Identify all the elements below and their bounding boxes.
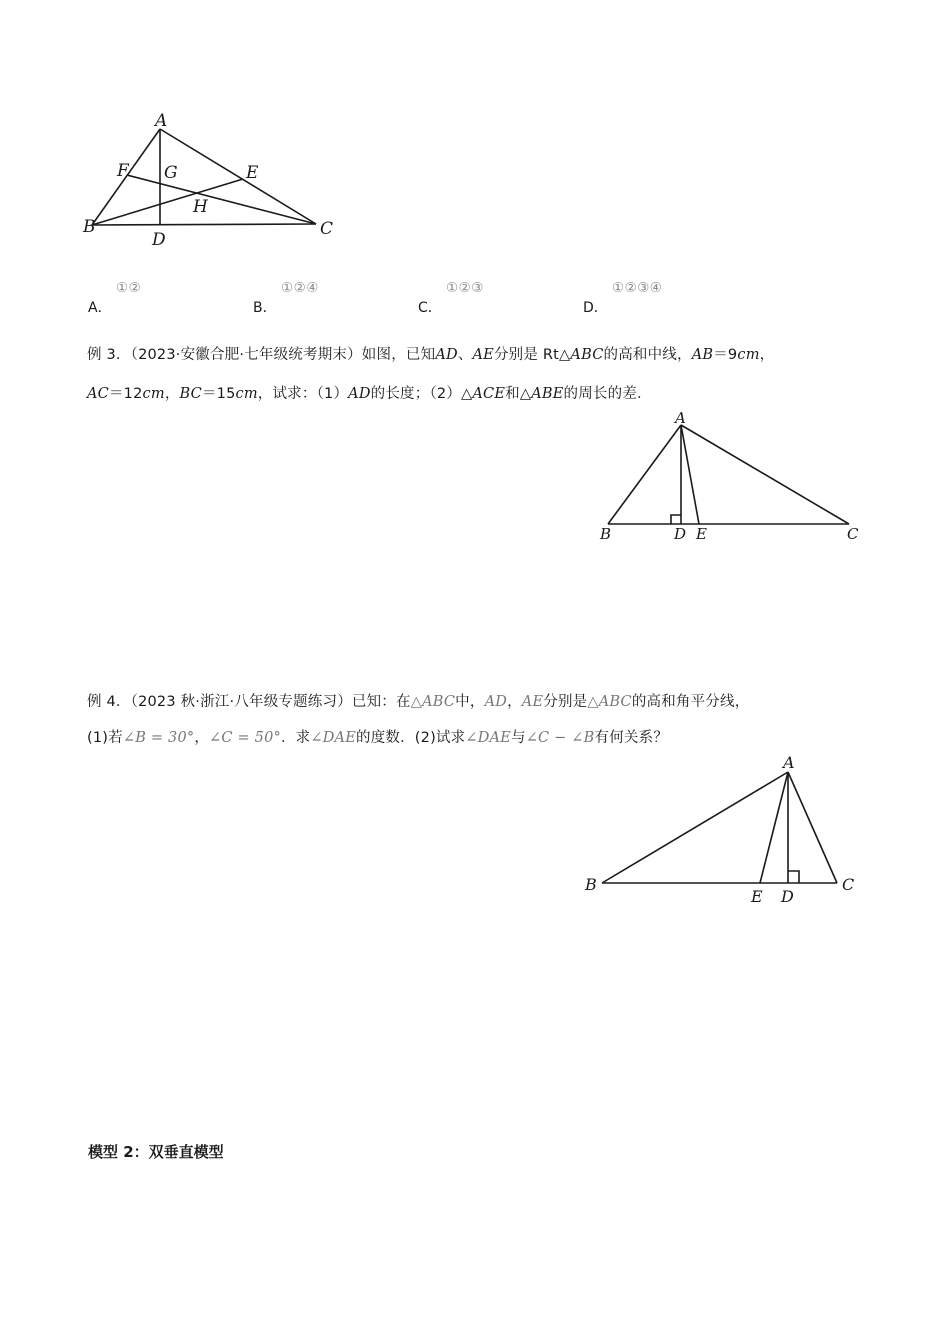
label-a: A bbox=[155, 111, 168, 131]
example3-line1: 例 3．（2023·安徽合肥·七年级统考期末）如图，已知AD、AE分别是 Rt△ABC的高和中线，AB＝9cm， bbox=[87, 347, 775, 363]
label-b: B bbox=[600, 525, 612, 543]
model2-heading: 模型 2：双垂直模型 bbox=[88, 1143, 224, 1161]
label-a: A bbox=[783, 753, 795, 772]
segment-ae bbox=[760, 772, 788, 883]
option-b-value: ①②④ bbox=[281, 280, 319, 296]
figure-triangle-abc-1 bbox=[80, 108, 350, 248]
segment-ac bbox=[788, 772, 837, 883]
right-angle-mark bbox=[671, 515, 681, 524]
label-a: A bbox=[675, 409, 686, 427]
label-f: F bbox=[117, 161, 129, 181]
example3-line2: AC＝12cm，BC＝15cm，试求：（1）AD的长度；（2）△ACE和△ABE的周长的差． bbox=[87, 386, 652, 402]
label-d: D bbox=[674, 525, 687, 543]
label-h: H bbox=[193, 197, 208, 217]
option-a-value: ①② bbox=[116, 280, 142, 296]
label-g: G bbox=[164, 163, 178, 183]
option-a-letter: A． bbox=[88, 300, 112, 316]
option-b-letter: B． bbox=[253, 300, 277, 316]
figure-triangle-abc-2 bbox=[580, 750, 870, 910]
label-d: D bbox=[781, 887, 794, 906]
label-b: B bbox=[585, 875, 597, 894]
example4-line2: (1)若∠B = 30°，∠C = 50°．求∠DAE的度数．(2)试求∠DAE与∠C − ∠B有何关系？ bbox=[87, 730, 669, 746]
option-c-value: ①②③ bbox=[446, 280, 484, 296]
segment-ab bbox=[602, 772, 788, 883]
right-angle-mark bbox=[788, 871, 799, 883]
label-c: C bbox=[320, 219, 334, 239]
label-d: D bbox=[152, 230, 166, 248]
label-c: C bbox=[847, 525, 859, 543]
label-e: E bbox=[246, 163, 259, 183]
segment-bc bbox=[92, 224, 316, 225]
option-d-letter: D． bbox=[583, 300, 608, 316]
segment-cf bbox=[127, 175, 316, 224]
segment-ae bbox=[681, 425, 699, 524]
label-e: E bbox=[696, 525, 707, 543]
segment-ac bbox=[681, 425, 849, 524]
option-d-value: ①②③④ bbox=[612, 280, 663, 296]
segment-ab bbox=[608, 425, 681, 524]
figure-right-triangle-abc bbox=[595, 408, 870, 548]
label-e: E bbox=[751, 887, 763, 906]
option-c-letter: C． bbox=[418, 300, 442, 316]
segment-ac bbox=[160, 129, 316, 224]
example4-line1: 例 4．（2023 秋·浙江·八年级专题练习）已知：在△ABC中，AD，AE分别是△ABC的高和角平分线， bbox=[87, 694, 750, 710]
label-b: B bbox=[83, 217, 96, 237]
label-c: C bbox=[842, 875, 855, 894]
